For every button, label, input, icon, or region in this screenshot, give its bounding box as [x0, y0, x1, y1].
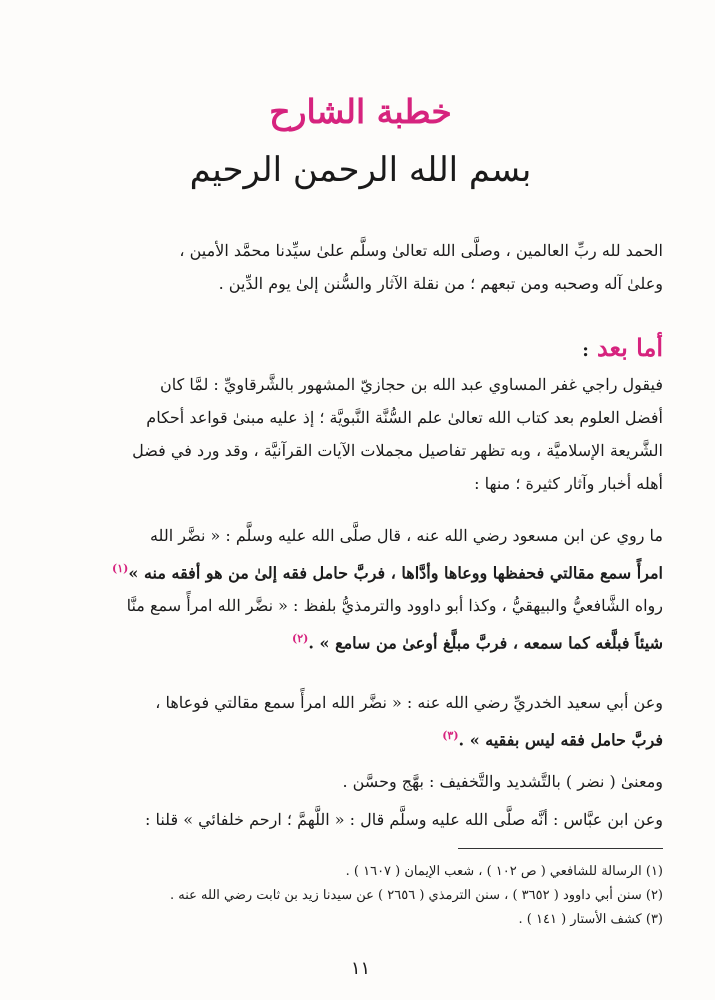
text-line: الحمد لله ربِّ العالمين ، وصلَّى الله تعالىٰ وسلَّم علىٰ سيِّدنا محمَّد الأمين ،	[179, 241, 663, 260]
text-line: وعلىٰ آله وصحبه ومن تبعهم ؛ من نقلة الآثار والسُّنن إلىٰ يوم الدِّين .	[218, 274, 663, 293]
text-line: فيقول راجي غفر المساوي عبد الله بن حجازيّ المشهور بالشَّرقاويِّ : لمَّا كان	[159, 375, 663, 394]
heading-colon: :	[582, 340, 589, 361]
khudri-paragraph	[58, 686, 663, 756]
opening-paragraph	[58, 234, 663, 300]
page-title: خطبة الشارح	[269, 92, 452, 131]
text-line: رواه الشَّافعيُّ والبيهقيُّ ، وكذا أبو داوود والترمذيُّ بلفظ : « نضَّر الله امرأً سمع منَّا	[126, 596, 663, 616]
text-line: أهله أخبار وآثار كثيرة ؛ منها :	[474, 474, 663, 493]
section-heading	[582, 333, 663, 362]
hadith-paragraph	[58, 519, 663, 660]
ibn-abbas-paragraph	[58, 803, 663, 836]
meaning-paragraph	[58, 765, 663, 798]
footnotes	[58, 860, 663, 932]
hadith-text: فربَّ حامل فقه ليس بفقيه » .	[458, 730, 663, 750]
text-line: وعن ابن عبَّاس : أنَّه صلَّى الله عليه وسلَّم قال : « اللَّهمَّ ؛ ارحم خلفائي » قلنا :	[144, 810, 663, 829]
text-line: ومعنىٰ ( نضر ) بالتَّشديد والتَّخفيف : بهَّج وحسَّن .	[342, 772, 663, 791]
footnote-2: (٢) سنن أبي داوود ( ٣٦٥٢ ) ، سنن الترمذي ( ٢٦٥٦ ) عن سيدنا زيد بن ثابت رضي الله عنه .	[170, 888, 663, 903]
footnote-ref-3[interactable]: (٣)	[442, 729, 459, 742]
hadith-text: شيئاً فبلَّغه كما سمعه ، فربَّ مبلَّغ أوعىٰ من سامع » .	[308, 633, 663, 653]
text-line: الشَّريعة الإسلاميَّة ، وبه تظهر تفاصيل مجملات الآيات القرآنيَّة ، وقد ورد في فضل	[132, 441, 663, 460]
footnote-3: (٣) كشف الأستار ( ١٤١ ) .	[518, 912, 663, 927]
footnote-ref-1[interactable]: (١)	[112, 562, 129, 575]
basmala: بسم الله الرحمن الرحيم	[189, 150, 532, 190]
hadith-quote-line	[58, 552, 663, 589]
hadith-quote-line	[58, 719, 663, 756]
footnote-1: (١) الرسالة للشافعي ( ص ١٠٢ ) ، شعب الإيمان ( ١٦٠٧ ) .	[345, 864, 663, 879]
hadith-quote-line	[58, 622, 663, 659]
page-number: ١١	[350, 958, 371, 979]
footnote-divider	[458, 848, 663, 849]
text-line: أفضل العلوم بعد كتاب الله تعالىٰ علم السُّنَّة النَّبويَّة ؛ إذ عليه مبنىٰ قواعد أحكام	[146, 408, 663, 427]
text-line: وعن أبي سعيد الخدريِّ رضي الله عنه : « نضَّر الله امرأً سمع مقالتي فوعاها ،	[155, 693, 663, 712]
hadith-text: امرأً سمع مقالتي فحفظها ووعاها وأدَّاها ، فربَّ حامل فقه إلىٰ من هو أفقه منه »	[128, 563, 663, 583]
text-line: ما روي عن ابن مسعود رضي الله عنه ، قال صلَّى الله عليه وسلَّم : « نضَّر الله	[149, 526, 663, 545]
intro-paragraph	[58, 368, 663, 500]
document-page	[58, 0, 663, 1000]
footnote-ref-2[interactable]: (٢)	[292, 632, 309, 646]
heading-label: أما بعد	[596, 333, 663, 362]
